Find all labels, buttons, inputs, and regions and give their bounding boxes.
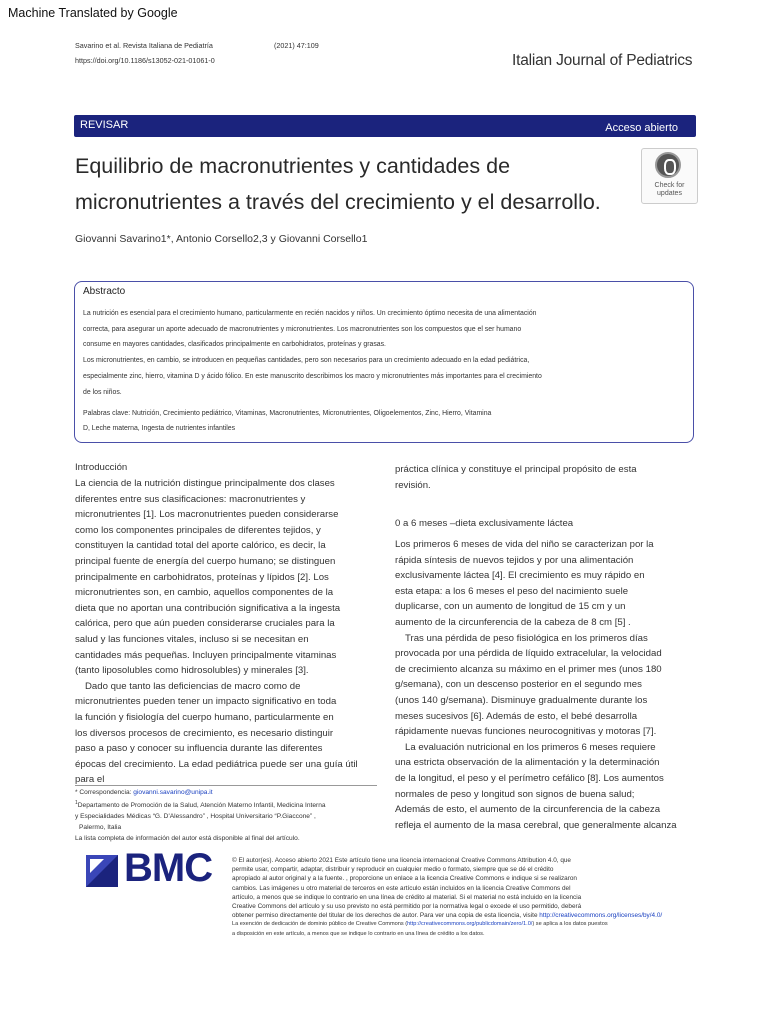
title-line: Equilibrio de macronutrientes y cantidades de	[75, 154, 511, 178]
abstract-line: La nutrición es esencial para el crecimiento humano, particularmente en recién nacidos y niños. Un crecimiento óptimo necesita de una alimentación	[83, 310, 537, 317]
body-line: diferentes entre sus clasificaciones: macronutrientes y	[75, 493, 306, 505]
body-line: exclusivamente láctea [4]. El crecimiento es muy rápido en	[395, 570, 645, 582]
title-line: micronutrientes a través del crecimiento y el desarrollo.	[75, 190, 601, 214]
body-line: provocada por una pérdida de líquido extracelular, la velocidad	[395, 648, 662, 660]
affiliation-marker: 1	[75, 800, 78, 806]
license-line: apropiado al autor original y a la fuente. , proporcione un enlace a la licencia Creative Commons e indique si se realizaron	[232, 875, 577, 883]
body-line: refleja el aumento de la masa cerebral, que generalmente alcanza	[395, 819, 677, 831]
author-info-note: La lista completa de información del autor está disponible al final del artículo.	[75, 835, 300, 843]
body-line: Tras una pérdida de peso fisiológica en los primeros días	[405, 632, 648, 644]
license-text-segment: obtener permiso directamente del titular de los derechos de autor. Para ver una copia de esta licencia, visite	[232, 912, 540, 920]
correspondence-email-link[interactable]: giovanni.savarino@unipa.it	[133, 789, 213, 796]
abstract-line: especialmente zinc, hierro, vitamina D y ácido fólico. En este manuscrito describimos los macro y micronutrientes más importantes para el crecimiento	[83, 373, 542, 380]
right-column-intro	[395, 462, 717, 493]
license-link[interactable]: http://creativecommons.org/licenses/by/4.0/	[539, 912, 663, 920]
body-line: revisión.	[395, 479, 431, 491]
body-line: épocas del crecimiento. La edad pediátrica puede ser una guía útil para el	[75, 758, 358, 786]
body-line: Los primeros 6 meses de vida del niño se caracterizan por la	[395, 539, 654, 550]
body-line: micronutrientes pueden tener un impacto significativo en toda	[75, 696, 337, 708]
correspondence-label: * Correspondencia:	[75, 789, 132, 796]
abstract-line: correcta, para asegurar un aporte adecuado de macronutrientes y micronutrientes. Los macronutrientes son los compuestos que el ser humano	[83, 326, 522, 333]
body-line: (unos 140 g/semana). Disminuye gradualmente durante los	[395, 694, 648, 706]
license-line: cambios. Las imágenes u otro material de terceros en este artículo están incluidos en la licencia Creative Commons del	[232, 884, 571, 892]
body-line: duplicarse, con un aumento de longitud de 15 cm y un	[395, 601, 626, 613]
license-line: permite usar, compartir, adaptar, distribuir y reproducir en cualquier medio o formato, siempre que se dé el crédito	[232, 866, 554, 874]
article-type: REVISAR	[80, 119, 129, 131]
abstract-line: Los micronutrientes, en cambio, se introducen en pequeñas cantidades, pero son necesarios para un crecimiento adecuado en la edad pediátrica,	[83, 357, 530, 364]
affiliation-line: Palermo, Italia	[79, 824, 122, 832]
body-line: los diversos procesos de crecimiento, es necesario distinguir	[75, 727, 334, 739]
left-column	[75, 476, 375, 788]
body-line: meses sucesivos [6]. Además de esto, el bebé desarrolla	[395, 710, 638, 722]
abstract-line: de los niños.	[83, 389, 122, 396]
body-line: g/semana), con un descenso posterior en el segundo mes	[395, 679, 642, 691]
body-line: normales de peso y longitud son signos de buena salud;	[395, 788, 635, 800]
body-line: La ciencia de la nutrición distingue principalmente dos clases	[75, 478, 335, 489]
section-heading-intro: Introducción	[75, 462, 128, 473]
check-for-updates-button[interactable]	[641, 148, 698, 204]
abstract-box	[74, 281, 694, 443]
check-updates-label	[642, 182, 697, 198]
body-line: salud y las funciones vitales, incluso si se necesitan en	[75, 633, 309, 645]
body-line: rápidamente nuevas funciones neurocognitivas y motoras [7].	[395, 726, 657, 738]
body-line: principal fuente de energía del cuerpo humano; se distinguen	[75, 555, 336, 567]
footnotes	[75, 787, 380, 844]
keywords-line: D, Leche materna, Ingesta de nutrientes infantiles	[83, 425, 236, 432]
license-line: artículo, a menos que se indique lo contrario en una línea de crédito al material. Si el material no está incluido en la licencia	[232, 893, 582, 901]
body-line: aumento de la circunferencia de la cabeza de 8 cm [5] .	[395, 616, 631, 628]
affiliation-line: y Especialidades Médicas “G. D'Alessandro” , Hospital Universitario “P.Giaccone” ,	[75, 813, 316, 821]
citation: Savarino et al. Revista Italiana de Pediatría	[75, 41, 213, 50]
body-line: como los componentes principales de diferentes tejidos, y	[75, 524, 321, 536]
license-line: a disposición en este artículo, a menos que se indique lo contrario en una línea de crédito a los datos.	[232, 930, 485, 937]
body-line: principalmente en carbohidratos, proteínas y lípidos [2]. Los	[75, 571, 329, 583]
public-domain-link[interactable]: http://creativecommons.org/publicdomain/zero/1.0/	[407, 921, 533, 928]
license-line: © El autor(es). Acceso abierto 2021 Este artículo tiene una licencia internacional Creative Commons Attribution 4.0, que	[232, 857, 571, 864]
body-line: Además de esto, el aumento de la circunferencia de la cabeza	[395, 804, 661, 816]
license-text-segment: ) se aplica a los datos puestos	[532, 921, 608, 928]
body-line: constituyen la cantidad total del aporte calórico, es decir, la	[75, 540, 326, 552]
body-line: práctica clínica y constituye el principal propósito de esta	[395, 464, 637, 475]
correspondence	[75, 787, 380, 798]
right-column	[395, 537, 717, 833]
article-title	[75, 148, 655, 220]
author-list: Giovanni Savarino1*, Antonio Corsello2,3 y Giovanni Corsello1	[75, 233, 368, 245]
body-line: micronutrientes son, en cambio, aquellos componentes de la	[75, 587, 334, 599]
check-updates-line: updates	[657, 190, 682, 197]
abstract-heading: Abstracto	[83, 286, 126, 297]
body-line: de la longitud, el peso y el perímetro cefálico [8]. Los aumentos	[395, 772, 664, 784]
open-access-label: Acceso abierto	[605, 122, 678, 134]
section-heading-0-6-months: 0 a 6 meses –dieta exclusivamente láctea	[395, 518, 574, 529]
body-line: cantidades más pequeñas. Incluyen principalmente vitaminas	[75, 649, 337, 661]
body-line: esta etapa: a los 6 meses el peso del nacimiento suele	[395, 585, 629, 597]
body-line: Dado que tanto las deficiencias de macro como de	[85, 680, 301, 692]
journal-name: Italian Journal of Pediatrics	[512, 52, 693, 69]
body-line: (tanto liposolubles como hidrosolubles) y minerales [3].	[75, 665, 309, 677]
body-line: de crecimiento alcanza su máximo en el primer mes (unos 180	[395, 663, 662, 675]
license-line: Creative Commons del artículo y su uso previsto no está permitido por la normativa legal o excede el uso permitido, deberá	[232, 903, 582, 911]
license-line	[232, 920, 762, 929]
affiliation	[75, 798, 380, 811]
body-line: dieta que no aportan una contribución significativa a la ingesta	[75, 602, 341, 614]
body-line: micronutrientes [1]. Los macronutrientes pueden considerarse	[75, 509, 339, 521]
license-text	[232, 856, 762, 939]
license-text-segment: La exención de dedicación de dominio público de Creative Commons (	[232, 921, 408, 928]
footnote-divider	[75, 785, 377, 786]
body-line: La evaluación nutricional en los primeros 6 meses requiere	[405, 741, 656, 753]
body-line: calórica, pero que aún pueden considerarse cruciales para la	[75, 618, 335, 630]
article-type-banner	[74, 115, 696, 137]
body-line: rápida síntesis de nuevos tejidos y por una alimentación	[395, 554, 634, 566]
volume: (2021) 47:109	[274, 41, 319, 50]
bmc-logo-text: BMC	[124, 846, 213, 890]
bmc-logo-mark	[86, 855, 118, 887]
bookmark-icon	[655, 152, 681, 178]
license-line	[232, 911, 762, 920]
abstract-line: consume en mayores cantidades, clasificados principalmente en carbohidratos, proteínas y grasas.	[83, 341, 386, 348]
doi-link[interactable]: https://doi.org/10.1186/s13052-021-01061-0	[75, 56, 215, 65]
keywords-line: Palabras clave: Nutrición, Crecimiento pediátrico, Vitaminas, Macronutrientes, Micronutrientes, Oligoelementos, Zinc, Hierro, Vitamina	[83, 410, 492, 417]
affiliation-line: Departamento de Promoción de la Salud, Atención Materno Infantil, Medicina Interna	[77, 802, 326, 810]
body-line: paso a paso y conocer su influencia durante las diferentes	[75, 743, 323, 755]
machine-translated-label: Machine Translated by Google	[8, 6, 178, 20]
body-line: la función y fisiología del cuerpo humano, particularmente en	[75, 711, 334, 723]
check-updates-line: Check for	[654, 182, 685, 189]
body-line: una estricta observación de la alimentación y la determinación	[395, 757, 660, 769]
